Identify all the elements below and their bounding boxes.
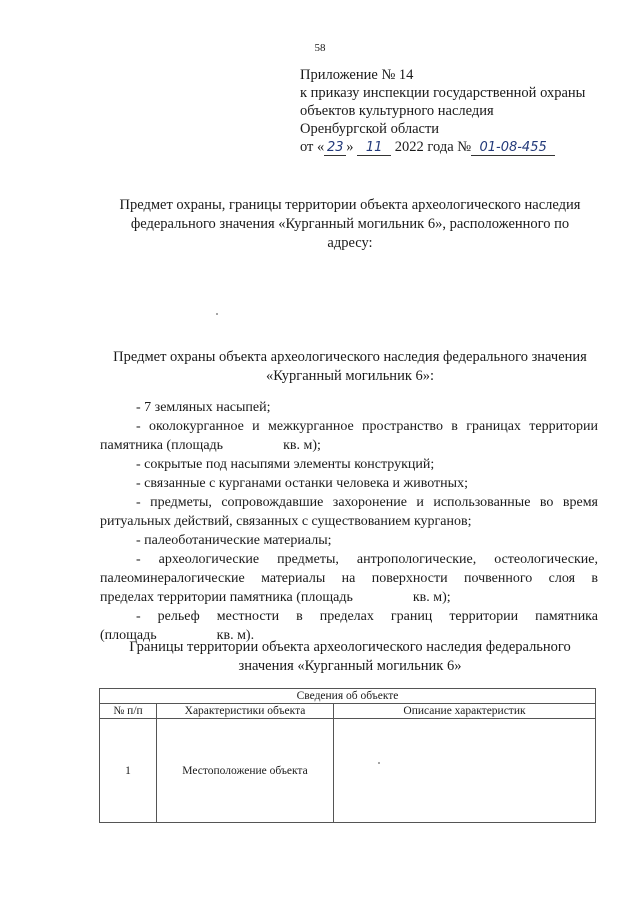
list-item: - сокрытые под насыпями элементы конструкций;	[136, 457, 435, 472]
title-line: адресу:	[327, 235, 373, 251]
row-number: 1	[100, 719, 157, 823]
date-year: 2022 года №	[394, 139, 472, 155]
list-item: - археологические предметы, антропологические, остеологические,	[136, 552, 598, 567]
handwritten-order-number: 01-08-455	[471, 141, 555, 156]
protection-subject-heading	[100, 348, 600, 386]
list-item: - палеоботанические материалы;	[136, 533, 332, 548]
column-header: Характеристики объекта	[157, 704, 334, 719]
appendix-line: Оренбургской области	[300, 121, 440, 137]
list-item: - рельеф местности в пределах границ территории памятника	[136, 609, 598, 624]
table-header-row	[100, 704, 596, 719]
appendix-date-line	[300, 138, 585, 156]
list-item-continuation: пределах территории памятника (площадь кв. м);	[100, 590, 451, 605]
table-row	[100, 719, 596, 823]
list-item-continuation: памятника (площадь кв. м);	[100, 438, 321, 453]
object-info-table	[99, 688, 596, 823]
list-item-continuation: (площадь кв. м).	[100, 628, 255, 643]
document-title	[100, 196, 600, 253]
scan-speck	[216, 313, 218, 315]
handwritten-month: 11	[357, 141, 391, 156]
column-header: № п/п	[100, 704, 157, 719]
list-item: - 7 земляных насыпей;	[136, 400, 271, 415]
handwritten-day: 23	[324, 141, 346, 156]
page-number: 58	[314, 42, 326, 54]
date-mid: »	[346, 139, 354, 155]
territory-boundaries-heading	[100, 638, 600, 676]
protection-subject-list	[100, 398, 598, 645]
list-item-continuation: ритуальных действий, связанных с существованием курганов;	[100, 514, 472, 529]
list-item-continuation: палеоминералогические материалы на поверхности почвенного слоя в	[100, 571, 598, 586]
appendix-line: объектов культурного наследия	[300, 103, 494, 119]
heading-line: Предмет охраны объекта археологического наследия федерального значения	[113, 349, 587, 365]
date-prefix: от «	[300, 139, 325, 155]
list-item: - околокурганное и межкурганное пространство в границах территории	[136, 419, 598, 434]
row-description	[334, 719, 596, 823]
title-line: Предмет охраны, границы территории объекта археологического наследия	[119, 197, 581, 213]
heading-line: «Курганный могильник 6»:	[265, 368, 435, 384]
title-line: федерального значения «Курганный могильник 6», расположенного по	[130, 216, 570, 232]
heading-line: значения «Курганный могильник 6»	[238, 658, 462, 674]
appendix-line: к приказу инспекции государственной охраны	[300, 85, 586, 101]
appendix-header	[300, 66, 585, 156]
row-characteristic: Местоположение объекта	[157, 719, 334, 823]
scan-speck	[378, 762, 380, 764]
column-header: Описание характеристик	[334, 704, 596, 719]
heading-line: Границы территории объекта археологического наследия федерального	[129, 639, 571, 655]
appendix-title: Приложение № 14	[300, 67, 414, 83]
list-item: - связанные с курганами останки человека и животных;	[136, 476, 468, 491]
list-item: - предметы, сопровождавшие захоронение и использованные во время	[136, 495, 598, 510]
table-caption: Сведения об объекте	[100, 689, 596, 704]
